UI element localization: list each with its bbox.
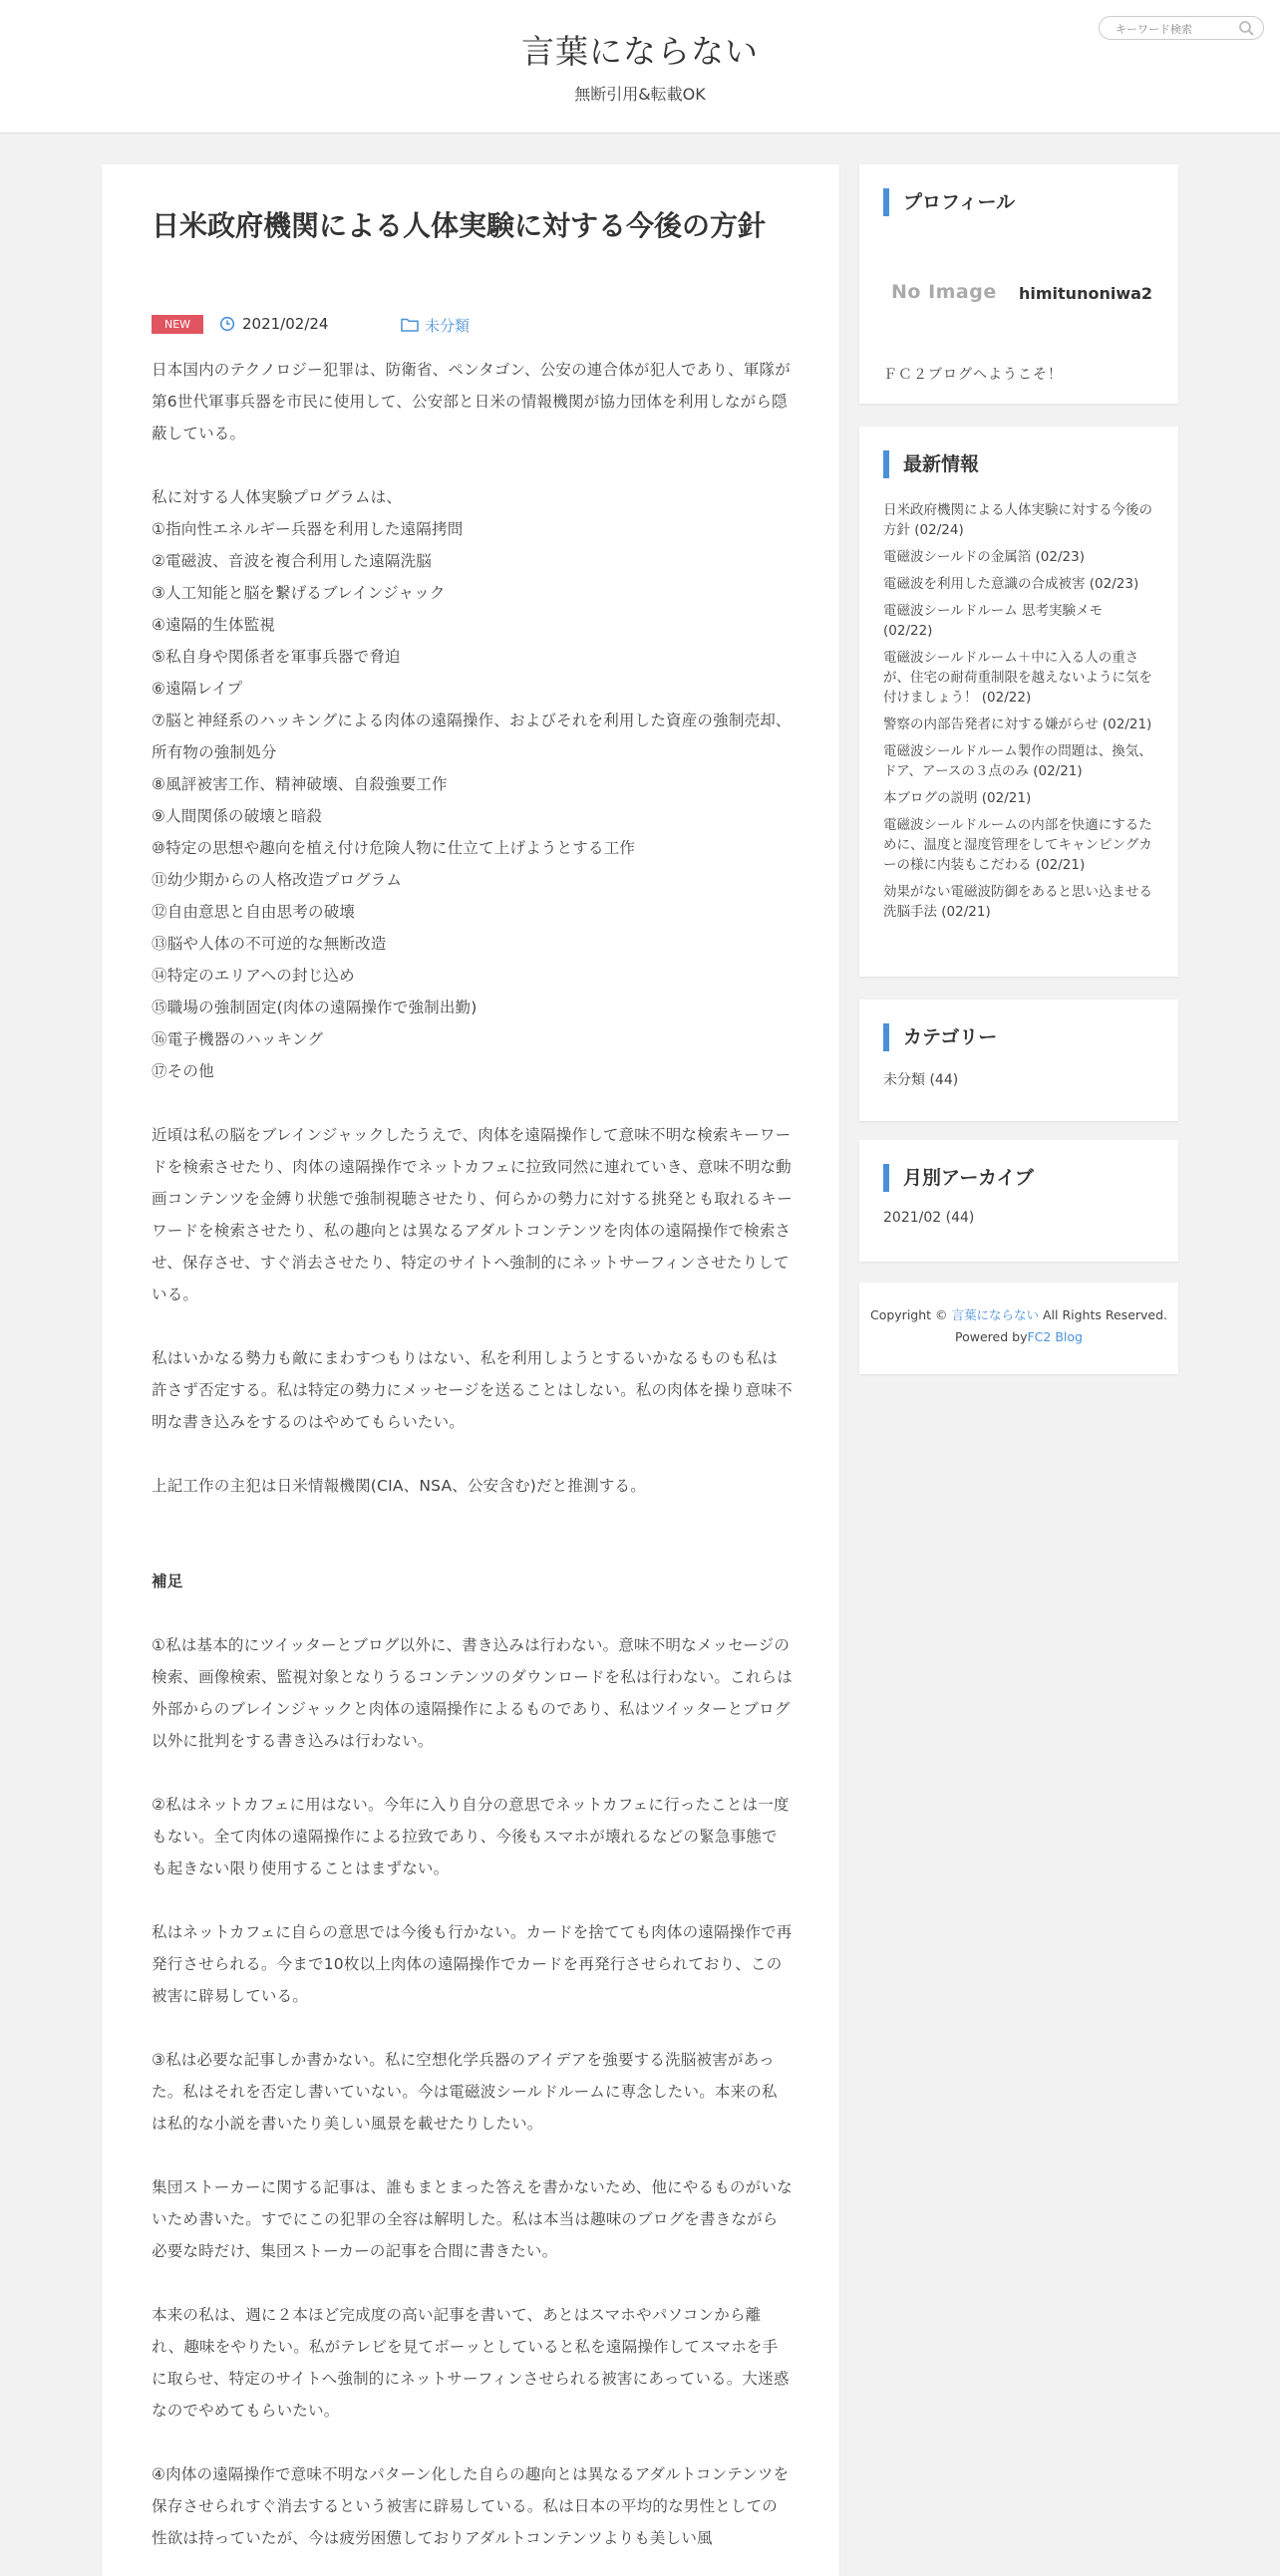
recent-post-link[interactable]: 電磁波シールドルーム＋中に入る人の重さが、住宅の耐荷重制限を越えないように気を付けましょう！ (02/22) <box>883 650 1152 706</box>
new-badge: NEW <box>152 315 203 334</box>
recent-post-link[interactable]: 本ブログの説明 (02/21) <box>883 790 1032 806</box>
article-paragraph: ③人工知能と脳を繋げるブレインジャック <box>152 584 446 602</box>
paragraph-spacer <box>152 1757 793 1789</box>
copyright-suffix: All Rights Reserved. <box>1039 1307 1168 1322</box>
profile-title: プロフィール <box>883 188 1015 216</box>
article-paragraph: ⑭特定のエリアへの封じ込め <box>152 967 355 985</box>
site-header <box>0 0 1280 134</box>
article-paragraph: 日本国内のテクノロジー犯罪は、防衛省、ペンタゴン、公安の連合体が犯人であり、軍隊が第6世代軍事兵器を市民に使用して、公安部と日米の情報機関が協力団体を利用しながら隠蔽している。 <box>152 361 791 442</box>
recent-post-link[interactable]: 電磁波シールドルーム製作の問題は、換気、ドア、アースの３点のみ (02/21) <box>883 743 1152 779</box>
article-paragraph: ⑯電子機器のハッキング <box>152 1030 324 1048</box>
article-paragraph: ⑧風評被害工作、精神破壊、自殺強要工作 <box>152 775 448 793</box>
copyright-line <box>859 1304 1178 1326</box>
recent-post-link[interactable]: 電磁波シールドルームの内部を快適にするために、温度と湿度管理をしてキャンピングカーの様に内装もこだわる (02/21) <box>883 817 1152 873</box>
paragraph-spacer <box>152 2140 793 2171</box>
recent-post-link[interactable]: 日米政府機関による人体実験に対する今後の方針 (02/24) <box>883 502 1152 538</box>
archive-item[interactable]: 2021/02 (44) <box>883 1210 975 1226</box>
site-subtitle: 無断引用&転載OK <box>574 85 706 104</box>
site-title[interactable]: 言葉にならない <box>521 32 759 71</box>
article-paragraph: ④肉体の遠隔操作で意味不明なパターン化した自らの趣向とは異なるアダルトコンテンツを保存させられすぐ消去するという被害に辟易している。私は日本の平均的な男性としての性欲は持っていたが、今は疲労困憊しておりアダルトコンテンツよりも美しい風 <box>152 2465 790 2547</box>
recent-posts-title: 最新情報 <box>883 450 979 478</box>
recent-posts-widget <box>859 427 1178 977</box>
article-paragraph: 私はいかなる勢力も敵にまわすつもりはない、私を利用しようとするいかなるものも私は許さず否定する。私は特定の勢力にメッセージを送ることはしない。私の肉体を操り意味不明な書き込みをするのはやめてもらいたい。 <box>152 1349 793 1431</box>
article-paragraph: ②電磁波、音波を複合利用した遠隔洗脳 <box>152 552 432 570</box>
article-card <box>102 164 839 2576</box>
article-paragraph: ⑮職場の強制固定(肉体の遠隔操作で強制出勤) <box>152 999 478 1016</box>
recent-post-link[interactable]: 電磁波を利用した意識の合成被害 (02/23) <box>883 576 1139 592</box>
profile-description: ＦＣ２ブログへようこそ！ <box>883 367 1063 383</box>
paragraph-spacer <box>152 449 793 481</box>
categories-widget <box>859 1000 1178 1121</box>
article-paragraph: ⑫自由意思と自由思考の破壊 <box>152 903 356 921</box>
paragraph-spacer <box>152 1087 793 1119</box>
paragraph-spacer <box>152 1310 793 1342</box>
site-link[interactable]: 言葉にならない <box>951 1307 1040 1322</box>
fc2-blog-link[interactable]: FC2 Blog <box>1027 1329 1083 1344</box>
category-item[interactable]: 未分類 (44) <box>883 1072 959 1088</box>
section-heading: 補足 <box>152 1573 183 1590</box>
recent-post-link[interactable]: 電磁波シールドルーム 思考実験メモ (02/22) <box>883 603 1104 639</box>
article-paragraph: ⑬脳や人体の不可逆的な無断改造 <box>152 935 387 953</box>
article-paragraph: 上記工作の主犯は日米情報機関(CIA、NSA、公安含む)だと推測する。 <box>152 1477 646 1495</box>
recent-post-link[interactable]: 電磁波シールドの金属箔 (02/23) <box>883 549 1085 565</box>
article-meta <box>152 312 790 334</box>
category-link[interactable]: 未分類 <box>425 317 471 335</box>
categories-title: カテゴリー <box>883 1023 997 1051</box>
article-paragraph: ①指向性エネルギー兵器を利用した遠隔拷問 <box>152 520 464 538</box>
paragraph-spacer <box>152 1438 793 1470</box>
avatar: No Image <box>891 281 997 303</box>
article-paragraph: ⑤私自身や関係者を軍事兵器で脅迫 <box>152 648 401 666</box>
article-paragraph: 近頃は私の脳をブレインジャックしたうえで、肉体を遠隔操作して意味不明な検索キーワードを検索させたり、肉体の遠隔操作でネットカフェに拉致同然に連れていき、意味不明な動画コンテンツを金縛り状態で強制視聴させたり、何らかの勢力に対する挑発とも取れるキーワードを検索させたり、私の趣向とは異なるアダルトコンテンツを肉体の遠隔操作で検索させ、保存させ、すぐ消去させたり、特定のサイトへ強制的にネットサーフィンさせたりしている。 <box>152 1126 793 1303</box>
paragraph-spacer <box>152 1884 793 1916</box>
paragraph-spacer <box>152 2427 793 2458</box>
article-paragraph: 私に対する人体実験プログラムは、 <box>152 488 403 506</box>
article-paragraph: 本来の私は、週に２本ほど完成度の高い記事を書いて、あとはスマホやパソコンから離れ、趣味をやりたい。私がテレビを見てボーッとしていると私を遠隔操作してスマホを手に取らせ、特定のサイトへ強制的にネットサーフィンさせられる被害にあっている。大迷惑なのでやめてもらいたい。 <box>152 2306 790 2420</box>
archive-widget <box>859 1140 1178 1262</box>
search-icon[interactable] <box>1238 20 1255 37</box>
article-paragraph: 私はネットカフェに自らの意思では今後も行かない。カードを捨てても肉体の遠隔操作で再発行させられる。今まで10枚以上肉体の遠隔操作でカードを再発行させられており、この被害に辟易している。 <box>152 1923 793 2005</box>
article-paragraph: ⑪幼少期からの人格改造プログラム <box>152 871 403 889</box>
article-title[interactable]: 日米政府機関による人体実験に対する今後の方針 <box>152 209 767 242</box>
post-date: 2021/02/24 <box>242 315 329 333</box>
paragraph-spacer <box>152 1534 793 1566</box>
article-paragraph: ④遠隔的生体監視 <box>152 616 275 634</box>
article-paragraph: ⑰その他 <box>152 1062 214 1080</box>
recent-post-link[interactable]: 効果がない電磁波防御をあると思い込ませる洗脳手法 (02/21) <box>883 884 1152 920</box>
article-paragraph: 集団ストーカーに関する記事は、誰もまとまった答えを書かないため、他にやるものがいないため書いた。すでにこの犯罪の全容は解明した。私は本当は趣味のブログを書きながら必要な時だけ、集団ストーカーの記事を合間に書きたい。 <box>152 2178 793 2260</box>
paragraph-spacer <box>152 1597 793 1629</box>
clock-icon <box>219 316 235 332</box>
article-paragraph: ②私はネットカフェに用はない。今年に入り自分の意思でネットカフェに行ったことは一度もない。全て肉体の遠隔操作による拉致であり、今後もスマホが壊れるなどの緊急事態でも起きない限り使用することはまずない。 <box>152 1796 790 1877</box>
folder-icon <box>401 317 419 332</box>
archive-title: 月別アーカイブ <box>883 1164 1034 1192</box>
article-body <box>152 354 793 2554</box>
article-paragraph: ⑩特定の思想や趣向を植え付け危険人物に仕立て上げようとする工作 <box>152 839 636 857</box>
profile-name: himitunoniwa2 <box>1019 284 1153 303</box>
article-paragraph: ③私は必要な記事しか書かない。私に空想化学兵器のアイデアを強要する洗脳被害があった。私はそれを否定し書いていない。今は電磁波シールドルームに専念したい。本来の私は私的な小説を書いたり美しい風景を載せたりしたい。 <box>152 2051 778 2133</box>
search-input[interactable] <box>1114 20 1235 38</box>
copyright-prefix: Copyright © <box>869 1307 952 1322</box>
article-paragraph: ①私は基本的にツイッターとブログ以外に、書き込みは行わない。意味不明なメッセージの検索、画像検索、監視対象となりうるコンテンツのダウンロードを私は行わない。これらは外部からのブレインジャックと肉体の遠隔操作によるものであり、私はツイッターとブログ以外に批判をする書き込みは行わない。 <box>152 1636 793 1750</box>
footer-widget <box>859 1283 1178 1374</box>
recent-post-link[interactable]: 警察の内部告発者に対する嫌がらせ (02/21) <box>883 716 1152 732</box>
article-paragraph: ⑦脳と神経系のハッキングによる肉体の遠隔操作、およびそれを利用した資産の強制売却、所有物の強制処分 <box>152 712 792 761</box>
article-paragraph: ⑥遠隔レイプ <box>152 680 243 698</box>
profile-widget <box>859 164 1178 404</box>
paragraph-spacer <box>152 2012 793 2044</box>
paragraph-spacer <box>152 2267 793 2299</box>
search-box[interactable] <box>1099 16 1264 40</box>
recent-posts-list <box>883 500 1154 929</box>
powered-prefix: Powered by <box>955 1329 1028 1344</box>
powered-by-line <box>859 1326 1178 1348</box>
paragraph-spacer <box>152 1502 793 1534</box>
article-paragraph: ⑨人間関係の破壊と暗殺 <box>152 807 323 825</box>
